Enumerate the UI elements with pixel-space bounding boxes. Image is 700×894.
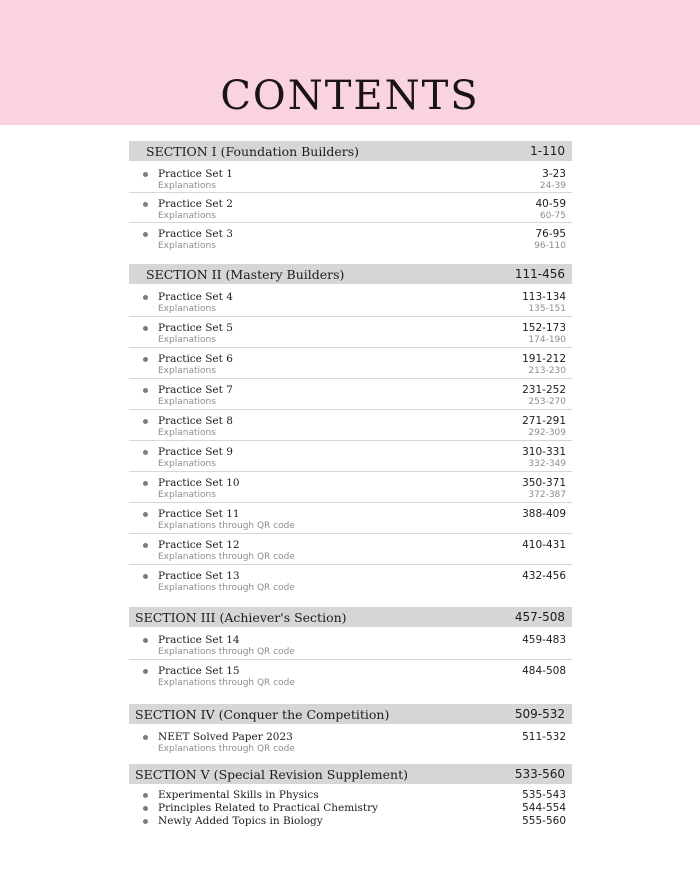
bullet-icon: [143, 806, 148, 811]
entry-subtitle: Explanations: [158, 211, 216, 221]
entry-subtitle: Explanations: [158, 335, 216, 345]
toc-entry[interactable]: [129, 815, 572, 828]
entry-subtitle: Explanations: [158, 459, 216, 469]
bullet-icon: [143, 735, 148, 740]
section-title: SECTION I (Foundation Builders): [146, 143, 360, 159]
bullet-icon: [143, 481, 148, 486]
entry-subpages: 96-110: [534, 241, 566, 251]
section-title: SECTION III (Achiever's Section): [135, 609, 347, 625]
toc-entry[interactable]: [129, 534, 572, 565]
section-3: [129, 607, 572, 691]
section-5: [129, 764, 572, 828]
entry-pages: 231-252: [522, 384, 566, 396]
section-title: SECTION V (Special Revision Supplement): [135, 766, 408, 782]
toc-entry[interactable]: [129, 410, 572, 441]
entry-pages: 310-331: [522, 446, 566, 458]
page-title: CONTENTS: [220, 73, 480, 119]
entry-subpages: 174-190: [528, 335, 566, 345]
entry-title: Experimental Skills in Physics: [158, 789, 319, 801]
section-title: SECTION II (Mastery Builders): [146, 266, 345, 282]
entry-subtitle: Explanations: [158, 304, 216, 314]
bullet-icon: [143, 326, 148, 331]
entry-subpages: 60-75: [539, 211, 566, 221]
entry-pages: 350-371: [522, 477, 566, 489]
entry-title: Practice Set 10: [158, 477, 240, 489]
entry-title: Practice Set 11: [158, 508, 240, 520]
entry-pages: 388-409: [522, 508, 566, 520]
section-page-range: 111-456: [514, 267, 565, 281]
toc-entry[interactable]: [129, 472, 572, 503]
entry-title: Practice Set 12: [158, 539, 240, 551]
bullet-icon: [143, 450, 148, 455]
entry-pages: 191-212: [522, 353, 566, 365]
entry-subtitle: Explanations: [158, 241, 216, 251]
toc-entry[interactable]: [129, 163, 572, 193]
entry-title: Practice Set 15: [158, 665, 240, 677]
section-page-range: 1-110: [530, 144, 565, 158]
section-4: [129, 704, 572, 757]
entry-subtitle: Explanations: [158, 428, 216, 438]
entry-subpages: 24-39: [539, 181, 566, 191]
entry-subtitle: Explanations: [158, 490, 216, 500]
entry-title: Practice Set 7: [158, 384, 233, 396]
entry-title: Practice Set 1: [158, 168, 233, 180]
toc-entry[interactable]: [129, 802, 572, 815]
entry-subtitle: Explanations: [158, 397, 216, 407]
section-2: [129, 264, 572, 596]
entry-subpages: 135-151: [528, 304, 566, 314]
entry-subtitle: Explanations through QR code: [158, 744, 295, 754]
entry-title: Practice Set 2: [158, 198, 233, 210]
entry-subtitle: Explanations: [158, 366, 216, 376]
section-header[interactable]: [129, 704, 572, 724]
entry-pages: 511-532: [522, 731, 566, 743]
toc-entry[interactable]: [129, 629, 572, 660]
entry-pages: 484-508: [522, 665, 566, 677]
section-header[interactable]: [129, 141, 572, 161]
entry-pages: 410-431: [522, 539, 566, 551]
bullet-icon: [143, 543, 148, 548]
bullet-icon: [143, 357, 148, 362]
toc-entry[interactable]: [129, 660, 572, 691]
entry-pages: 459-483: [522, 634, 566, 646]
entry-subtitle: Explanations through QR code: [158, 521, 295, 531]
entry-title: Practice Set 13: [158, 570, 240, 582]
entry-pages: 40-59: [535, 198, 566, 210]
bullet-icon: [143, 295, 148, 300]
toc-entry[interactable]: [129, 286, 572, 317]
entry-title: Practice Set 4: [158, 291, 233, 303]
entry-pages: 113-134: [522, 291, 566, 303]
entry-title: Practice Set 5: [158, 322, 233, 334]
bullet-icon: [143, 574, 148, 579]
section-header[interactable]: [129, 764, 572, 784]
toc-entry[interactable]: [129, 789, 572, 802]
entry-subpages: 332-349: [528, 459, 566, 469]
bullet-icon: [143, 388, 148, 393]
section-title: SECTION IV (Conquer the Competition): [135, 706, 390, 722]
entry-subpages: 253-270: [528, 397, 566, 407]
bullet-icon: [143, 202, 148, 207]
entry-pages: 3-23: [542, 168, 566, 180]
toc-entry[interactable]: [129, 726, 572, 757]
entry-title: Practice Set 8: [158, 415, 233, 427]
section-1: [129, 141, 572, 253]
entry-subtitle: Explanations through QR code: [158, 647, 295, 657]
entry-subpages: 292-309: [528, 428, 566, 438]
entry-title: Practice Set 14: [158, 634, 240, 646]
section-page-range: 533-560: [514, 767, 565, 781]
toc-entry[interactable]: [129, 441, 572, 472]
section-header[interactable]: [129, 607, 572, 627]
entry-subtitle: Explanations through QR code: [158, 583, 295, 593]
section-header[interactable]: [129, 264, 572, 284]
bullet-icon: [143, 232, 148, 237]
entry-subtitle: Explanations: [158, 181, 216, 191]
entry-pages: 432-456: [522, 570, 566, 582]
bullet-icon: [143, 669, 148, 674]
entry-pages: 152-173: [522, 322, 566, 334]
toc-entry[interactable]: [129, 193, 572, 223]
toc-entry[interactable]: [129, 565, 572, 596]
section-page-range: 509-532: [514, 707, 565, 721]
entry-pages: 76-95: [535, 228, 566, 240]
entry-subpages: 213-230: [528, 366, 566, 376]
entry-title: Newly Added Topics in Biology: [158, 815, 323, 827]
bullet-icon: [143, 172, 148, 177]
entry-title: Practice Set 9: [158, 446, 233, 458]
entry-pages: 555-560: [522, 815, 566, 827]
bullet-icon: [143, 793, 148, 798]
section-page-range: 457-508: [514, 610, 565, 624]
entry-subpages: 372-387: [528, 490, 566, 500]
supplement-list: [129, 789, 572, 828]
bullet-icon: [143, 512, 148, 517]
toc-entry[interactable]: [129, 348, 572, 379]
entry-title: Practice Set 6: [158, 353, 233, 365]
entry-title: NEET Solved Paper 2023: [158, 731, 293, 743]
bullet-icon: [143, 638, 148, 643]
entry-pages: 535-543: [522, 789, 566, 801]
entry-title: Principles Related to Practical Chemistry: [158, 802, 379, 814]
entry-pages: 544-554: [522, 802, 566, 814]
toc-entry[interactable]: [129, 317, 572, 348]
entry-pages: 271-291: [522, 415, 566, 427]
bullet-icon: [143, 819, 148, 824]
entry-subtitle: Explanations through QR code: [158, 552, 295, 562]
toc-entry[interactable]: [129, 503, 572, 534]
entry-subtitle: Explanations through QR code: [158, 678, 295, 688]
entry-title: Practice Set 3: [158, 228, 233, 240]
toc-entry[interactable]: [129, 379, 572, 410]
table-of-contents: [129, 141, 572, 828]
bullet-icon: [143, 419, 148, 424]
toc-entry[interactable]: [129, 223, 572, 253]
